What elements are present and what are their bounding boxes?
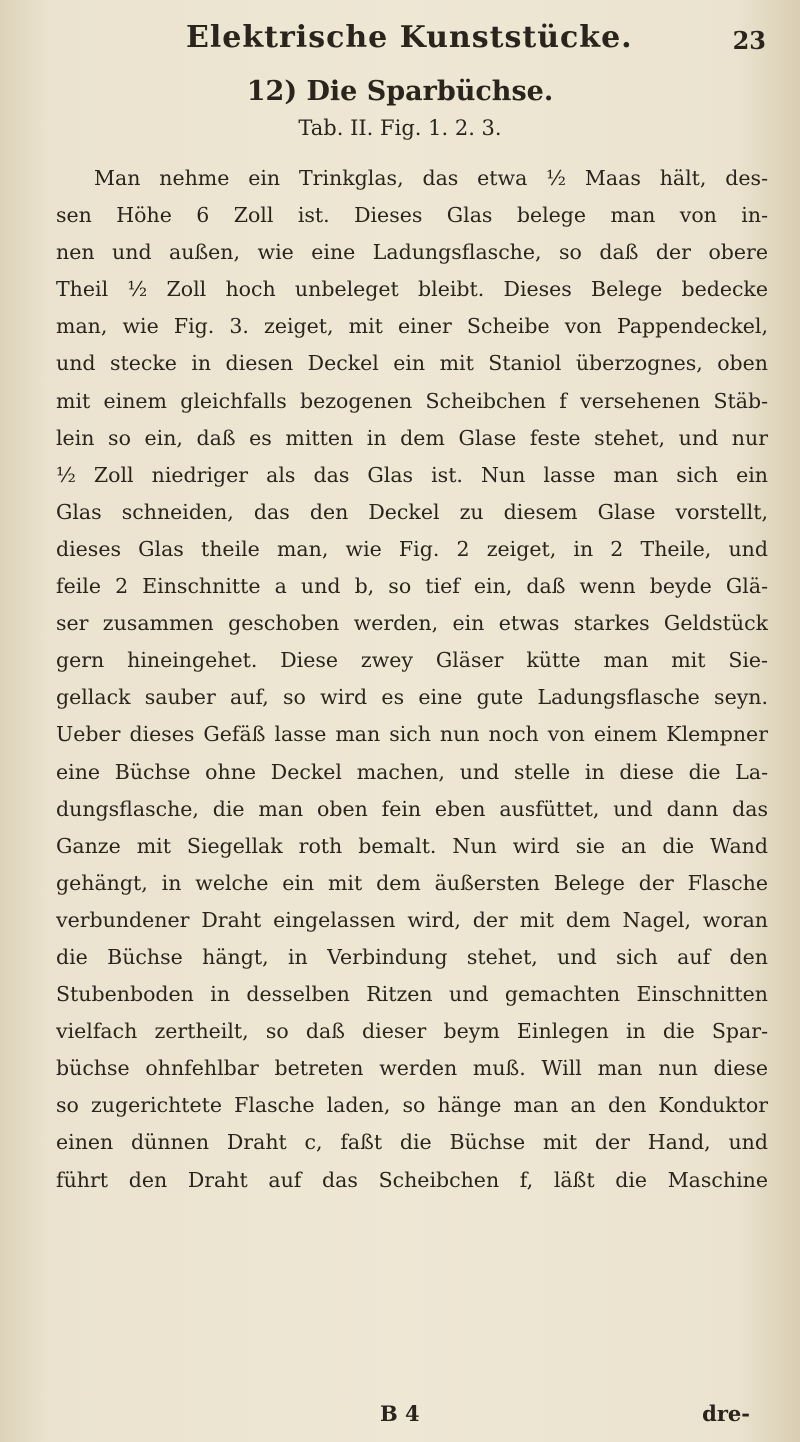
text-line: Ganze mit Siegellak roth bemalt. Nun wird sie an die Wand xyxy=(56,833,768,858)
page-footer xyxy=(0,1401,800,1435)
figure-reference: Tab. II. Fig. 1. 2. 3. xyxy=(298,116,502,140)
text-line: büchse ohnfehlbar betreten werden muß. Will man nun diese xyxy=(56,1056,768,1081)
text-line: führt den Draht auf das Scheibchen f, läßt die Maschine xyxy=(56,1167,768,1192)
page-header xyxy=(186,20,786,64)
text-line: eine Büchse ohne Deckel machen, und stelle in diese die La- xyxy=(56,759,768,784)
text-line: Ueber dieses Gefäß lasse man sich nun noch von einem Klempner xyxy=(56,722,768,747)
text-line: Man nehme ein Trinkglas, das etwa ½ Maas hält, des- xyxy=(94,166,768,190)
section-title: 12) Die Sparbüchse. xyxy=(246,76,554,107)
running-title: Elektrische Kunststücke. xyxy=(186,20,633,55)
text-line: feile 2 Einschnitte a und b, so tief ein, daß wenn beyde Glä- xyxy=(56,574,768,599)
text-line: gellack sauber auf, so wird es eine gute Ladungsflasche seyn. xyxy=(56,685,768,710)
text-line: dungsflasche, die man oben fein eben ausfüttet, und dann das xyxy=(56,796,768,821)
text-line: dieses Glas theile man, wie Fig. 2 zeiget, in 2 Theile, und xyxy=(56,536,768,561)
text-line: verbundener Draht eingelassen wird, der mit dem Nagel, woran xyxy=(56,907,768,932)
text-line: mit einem gleichfalls bezogenen Scheibchen f versehenen Stäb- xyxy=(56,388,768,413)
text-line: und stecke in diesen Deckel ein mit Staniol überzognes, oben xyxy=(56,351,768,376)
text-line: einen dünnen Draht c, faßt die Büchse mit der Hand, und xyxy=(56,1130,768,1155)
catchword: dre- xyxy=(702,1401,750,1426)
page-number: 23 xyxy=(732,26,766,55)
text-line: ser zusammen geschoben werden, ein etwas starkes Geldstück xyxy=(56,611,768,636)
text-line: sen Höhe 6 Zoll ist. Dieses Glas belege man von in- xyxy=(56,203,768,228)
body-text xyxy=(56,160,768,1199)
text-line: Stubenboden in desselben Ritzen und gemachten Einschnitten xyxy=(56,982,768,1007)
signature-mark: B 4 xyxy=(380,1401,420,1426)
text-line: gern hineingehet. Diese zwey Gläser kütte man mit Sie- xyxy=(56,648,768,673)
text-line: man, wie Fig. 3. zeiget, mit einer Scheibe von Pappendeckel, xyxy=(56,314,768,339)
text-line: nen und außen, wie eine Ladungsflasche, so daß der obere xyxy=(56,240,768,265)
text-line: so zugerichtete Flasche laden, so hänge man an den Konduktor xyxy=(56,1093,768,1118)
text-line: Theil ½ Zoll hoch unbeleget bleibt. Dieses Belege bedecke xyxy=(56,277,768,302)
text-line: vielfach zertheilt, so daß dieser beym Einlegen in die Spar- xyxy=(56,1019,768,1044)
text-line: die Büchse hängt, in Verbindung stehet, und sich auf den xyxy=(56,944,768,969)
text-line: gehängt, in welche ein mit dem äußersten Belege der Flasche xyxy=(56,870,768,895)
text-line: ½ Zoll niedriger als das Glas ist. Nun lasse man sich ein xyxy=(56,462,768,487)
text-line: lein so ein, daß es mitten in dem Glase feste stehet, und nur xyxy=(56,425,768,450)
text-line: Glas schneiden, das den Deckel zu diesem Glase vorstellt, xyxy=(56,499,768,524)
